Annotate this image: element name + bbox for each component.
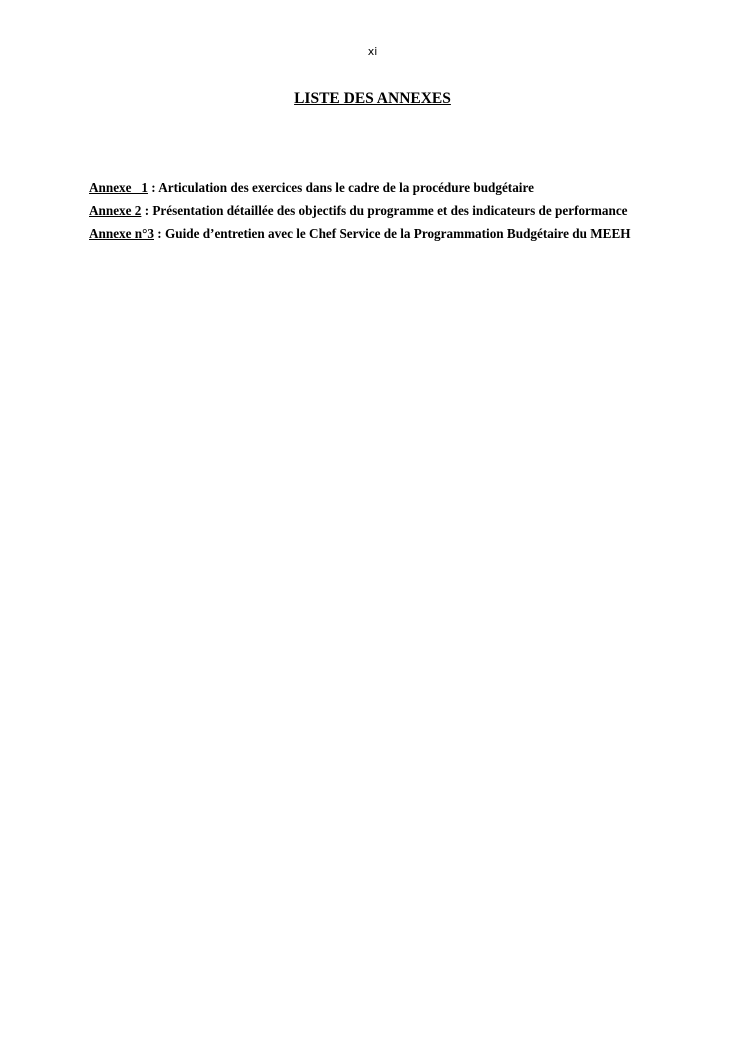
- page-title: LISTE DES ANNEXES: [294, 90, 451, 107]
- annex-list: [89, 179, 664, 248]
- annex-label: Annexe 2: [89, 203, 142, 218]
- annex-description: : Présentation détaillée des objectifs du programme et des indicateurs de performance: [141, 203, 628, 218]
- annex-label: Annexe n°3: [89, 226, 154, 241]
- page-number: xi: [367, 45, 378, 58]
- annex-label: Annexe 1: [89, 180, 148, 195]
- annex-item-3: [89, 225, 664, 243]
- annex-description: : Guide d’entretien avec le Chef Service de la Programmation Budgétaire du MEEH: [154, 226, 631, 241]
- annex-description: : Articulation des exercices dans le cadre de la procédure budgétaire: [147, 180, 534, 195]
- annex-item-2: [89, 202, 664, 220]
- annex-item-1: [89, 179, 664, 197]
